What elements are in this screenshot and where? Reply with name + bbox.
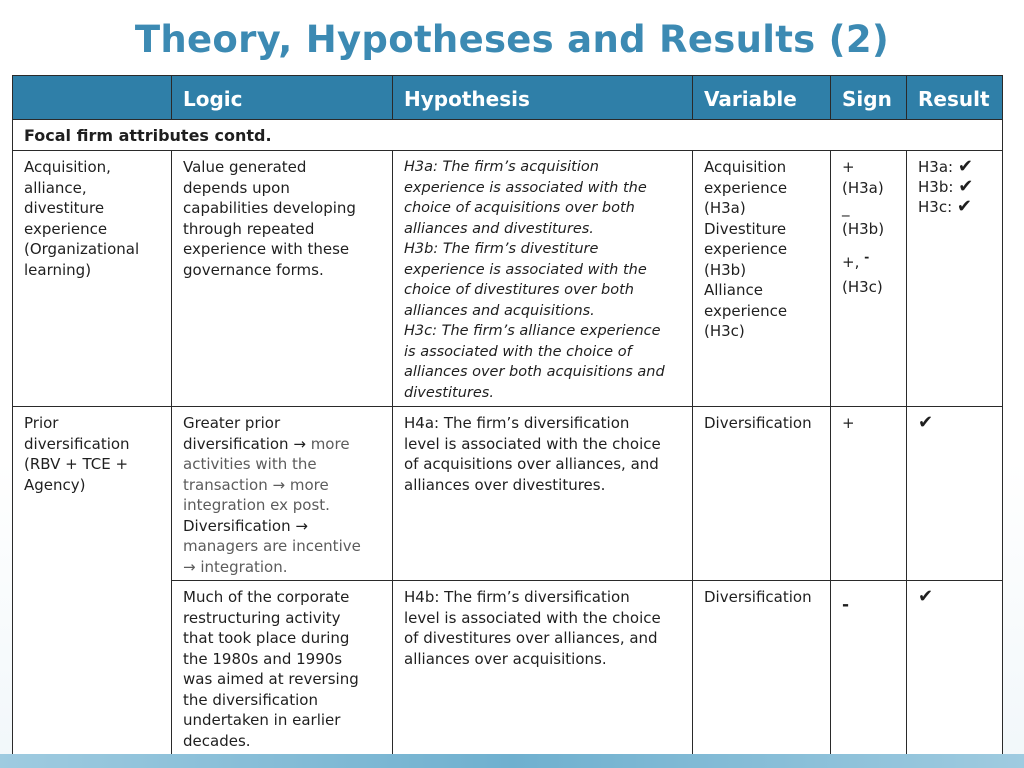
cell-line: H3a: The firm’s acquisition xyxy=(404,159,599,175)
cell-line: alliances over acquisitions. xyxy=(404,649,607,668)
cell-line: diversification xyxy=(24,434,130,453)
result-cell xyxy=(907,581,1003,755)
cell-line: alliances and acquisitions. xyxy=(404,302,595,319)
cell-line: experience xyxy=(24,219,108,238)
variable-cell: Diversification xyxy=(693,581,831,755)
cell-text: transaction xyxy=(183,475,273,494)
cell-text: more xyxy=(285,475,329,494)
cell-line: integration ex post. xyxy=(183,496,330,514)
cell-line xyxy=(183,434,384,455)
cell-line: alliances and divestitures. xyxy=(404,220,594,237)
result-cell xyxy=(907,151,1003,407)
sign-h3b: _ xyxy=(842,199,850,217)
cell-line: Alliance xyxy=(704,281,763,299)
logic-cell xyxy=(172,151,393,407)
cell-line: H3c: The firm’s alliance experience xyxy=(404,323,661,339)
cell-line: H4a: The firm’s diversification xyxy=(404,414,630,432)
cell-line: decades. xyxy=(183,731,251,750)
cell-line: choice of divestitures over both xyxy=(404,282,634,298)
result-h3a xyxy=(918,157,994,177)
cell-line xyxy=(183,557,384,578)
cell-line: choice of acquisitions over both xyxy=(404,200,635,216)
variable-cell: Diversification xyxy=(693,407,831,581)
hypothesis-cell xyxy=(393,581,693,755)
cell-line: of acquisitions over alliances, and xyxy=(404,455,659,473)
result-h3b xyxy=(918,177,994,197)
result-label: H3c: xyxy=(918,198,953,216)
arrow-right-icon: → xyxy=(272,475,286,494)
cell-line xyxy=(183,475,384,496)
header-logic: Logic xyxy=(172,76,393,120)
cell-line: experience xyxy=(704,178,788,197)
header-category xyxy=(13,76,172,120)
sign-h3c xyxy=(842,247,898,273)
checkmark-icon: ✔ xyxy=(958,176,974,197)
cell-text: more xyxy=(305,434,350,453)
sign-cell xyxy=(831,151,907,407)
sign-h3b-label: (H3b) xyxy=(842,219,885,238)
cell-line: is associated with the choice of xyxy=(404,343,632,360)
sign-h3a: + xyxy=(842,158,855,176)
sign-h3c-plus: +, xyxy=(842,253,860,271)
header-hypothesis: Hypothesis xyxy=(393,76,693,120)
results-table xyxy=(12,75,1003,755)
cell-line: depends upon xyxy=(183,178,290,197)
result-h3c xyxy=(918,197,994,217)
cell-line: level is associated with the choice xyxy=(404,608,661,627)
cell-line: governance forms. xyxy=(183,260,324,279)
cell-line: experience with these xyxy=(183,240,350,258)
cell-line: the 1980s and 1990s xyxy=(183,649,343,668)
cell-line: Prior xyxy=(24,414,59,432)
result-label: H3a: xyxy=(918,158,954,176)
header-result: Result xyxy=(907,76,1003,120)
cell-line: experience xyxy=(704,240,788,258)
cell-line: undertaken in earlier xyxy=(183,711,341,729)
cell-text: integration. xyxy=(195,557,288,576)
cell-line: restructuring activity xyxy=(183,608,341,627)
sign-h3c-label: (H3c) xyxy=(842,277,883,296)
arrow-right-icon: → xyxy=(183,557,196,576)
cell-line: Value generated xyxy=(183,158,307,176)
decorative-band xyxy=(0,754,1024,768)
table-row xyxy=(13,407,1003,581)
cell-line: the diversification xyxy=(183,690,318,709)
cell-line: was aimed at reversing xyxy=(183,670,359,688)
sign-cell xyxy=(831,581,907,755)
cell-line: through repeated xyxy=(183,219,315,238)
cell-line: H4b: The firm’s diversification xyxy=(404,588,630,606)
cell-line: activities with the xyxy=(183,455,317,473)
section-label: Focal firm attributes contd. xyxy=(13,120,1003,151)
result-label: H3b: xyxy=(918,178,954,196)
variable-cell xyxy=(693,151,831,407)
cell-line: learning) xyxy=(24,260,92,279)
cell-text: diversification xyxy=(183,434,294,453)
cell-line: (H3c) xyxy=(704,322,745,340)
cell-line: of divestitures over alliances, and xyxy=(404,629,658,647)
checkmark-icon: ✔ xyxy=(918,586,934,607)
category-cell xyxy=(13,407,172,755)
arrow-right-icon: → xyxy=(295,516,308,535)
cell-line: alliances over divestitures. xyxy=(404,475,606,494)
cell-line: Much of the corporate xyxy=(183,588,350,606)
arrow-right-icon: → xyxy=(293,434,306,453)
category-cell xyxy=(13,151,172,407)
sign-minus: - xyxy=(842,595,850,615)
cell-line: experience is associated with the xyxy=(404,261,647,278)
checkmark-icon: ✔ xyxy=(957,156,973,177)
result-cell xyxy=(907,407,1003,581)
checkmark-icon: ✔ xyxy=(918,412,934,433)
sign-h3a-label: (H3a) xyxy=(842,178,884,197)
cell-line: level is associated with the choice xyxy=(404,434,661,453)
cell-line: Greater prior xyxy=(183,414,281,432)
cell-line: Agency) xyxy=(24,475,86,494)
cell-line: Acquisition, xyxy=(24,158,111,176)
table-row xyxy=(13,151,1003,407)
cell-line: (H3b) xyxy=(704,260,747,279)
sign-cell: + xyxy=(831,407,907,581)
logic-cell xyxy=(172,581,393,755)
section-row xyxy=(13,120,1003,151)
cell-line: H3b: The firm’s divestiture xyxy=(404,241,599,257)
cell-line: that took place during xyxy=(183,629,350,647)
cell-line xyxy=(183,516,384,537)
cell-line: divestiture xyxy=(24,199,105,217)
checkmark-icon: ✔ xyxy=(956,196,972,217)
cell-line: (RBV + TCE + xyxy=(24,455,129,473)
hypothesis-cell xyxy=(393,151,693,407)
cell-line: experience xyxy=(704,301,788,320)
slide-title: Theory, Hypotheses and Results (2) xyxy=(134,18,890,61)
cell-line: alliance, xyxy=(24,178,87,197)
header-sign: Sign xyxy=(831,76,907,120)
cell-line: capabilities developing xyxy=(183,199,356,217)
header-variable: Variable xyxy=(693,76,831,120)
cell-line: Divestiture xyxy=(704,219,787,238)
hypothesis-cell xyxy=(393,407,693,581)
cell-line: alliances over both acquisitions and xyxy=(404,364,665,380)
cell-line: (H3a) xyxy=(704,199,746,217)
cell-line: managers are incentive xyxy=(183,537,361,555)
cell-line: divestitures. xyxy=(404,384,494,401)
cell-line: experience is associated with the xyxy=(404,179,647,196)
sign-h3c-minus: - xyxy=(864,249,870,264)
cell-text: Diversification xyxy=(183,516,296,535)
cell-line: Acquisition xyxy=(704,158,787,176)
logic-cell xyxy=(172,407,393,581)
table-header-row xyxy=(13,76,1003,120)
cell-line: (Organizational xyxy=(24,240,140,258)
